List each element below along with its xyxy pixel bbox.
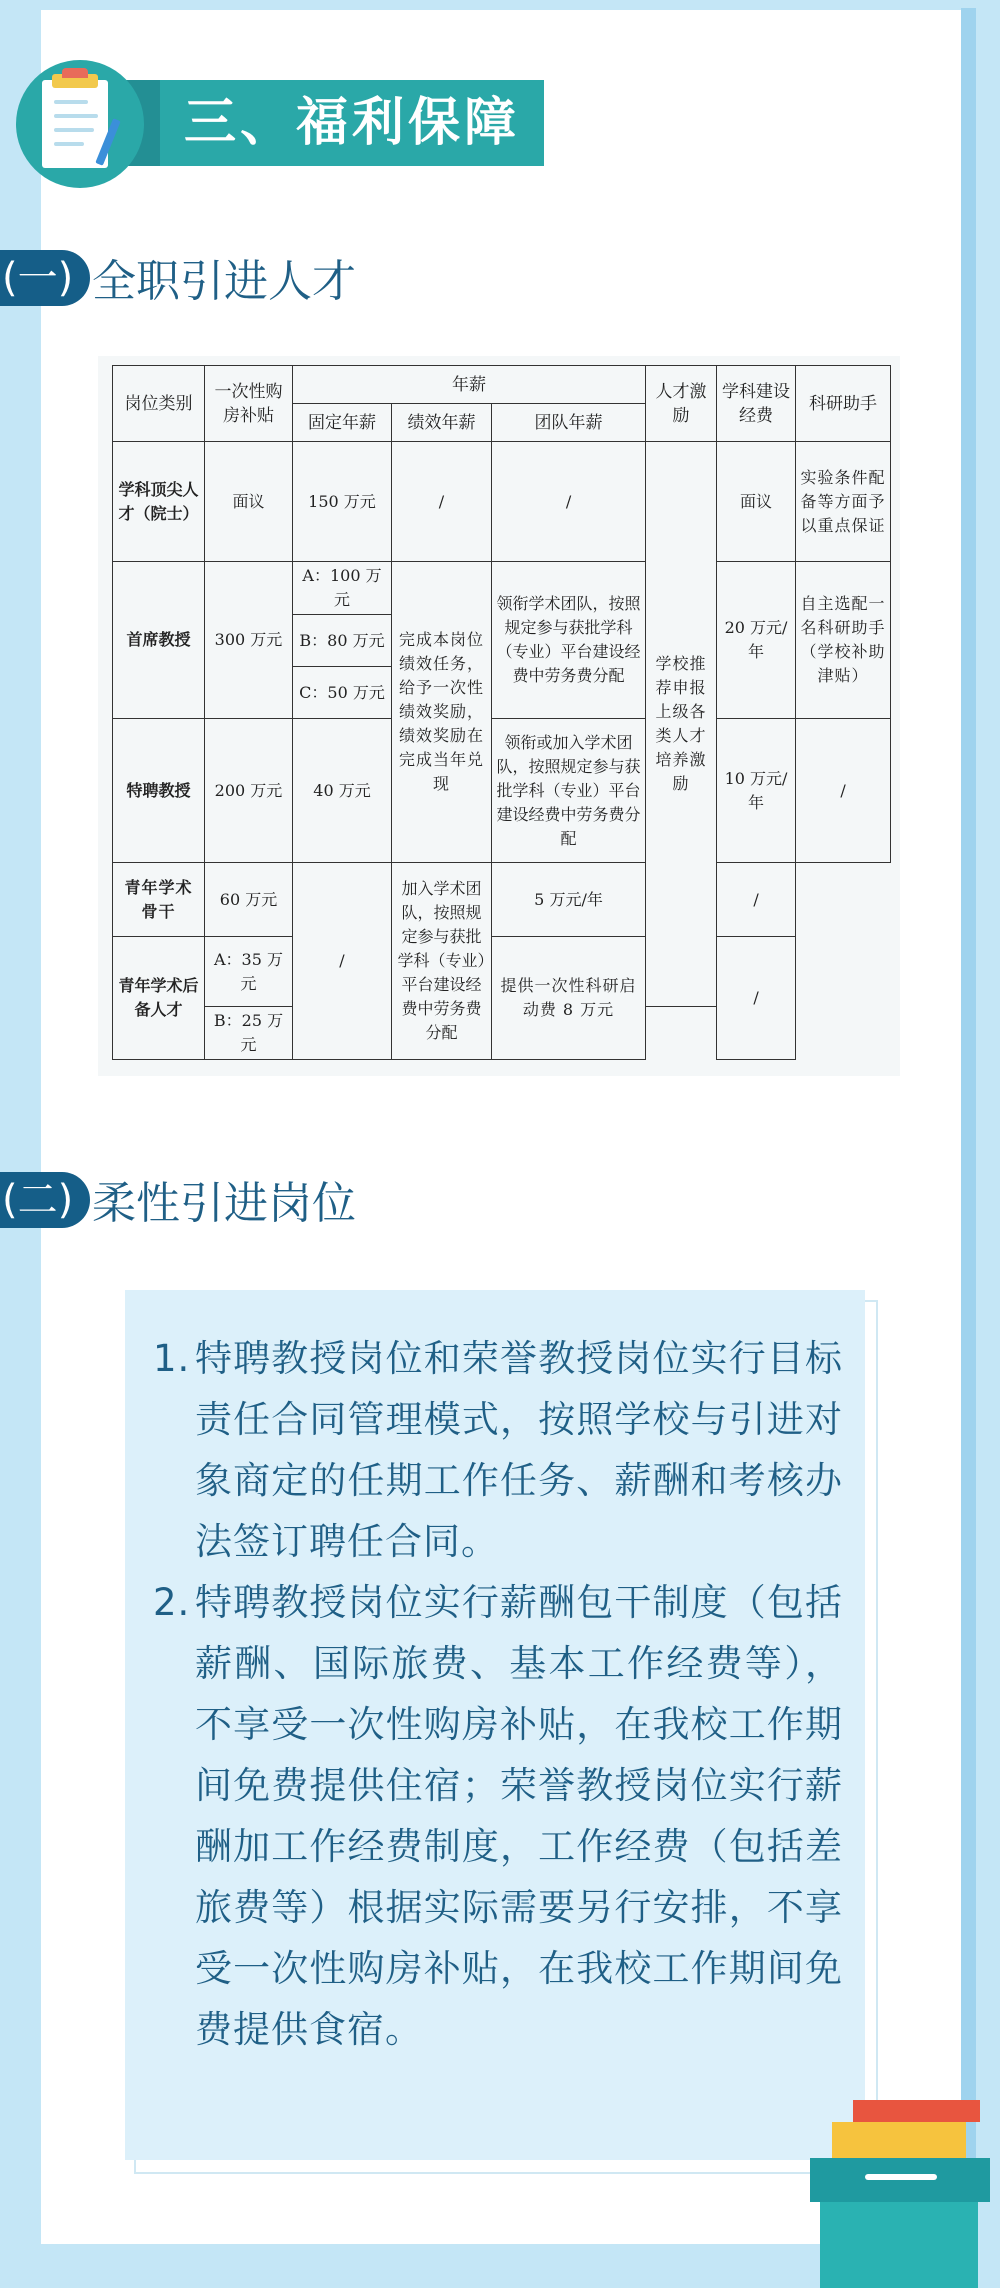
item-text: 特聘教授岗位实行薪酬包干制度（包括薪酬、国际旅费、基本工作经费等），不享受一次性购房补贴，在我校工作期间免费提供住宿；荣誉教授岗位实行薪酬加工作经费制度，工作经费（包括差旅费等）根据实际需要另行安排，不享受一次性购房补贴，在我校工作期间免费提供食宿。 [195, 1581, 843, 2051]
cell-team: 领衔学术团队，按照规定参与获批学科（专业）平台建设经费中劳务费分配 [492, 562, 646, 719]
subsection-title: 柔性引进岗位 [92, 1178, 356, 1229]
header-housing: 一次性购房补贴 [205, 366, 293, 442]
cell-incentive: 学校推荐申报上级各类人才培养激励 [646, 442, 717, 1007]
header-fixed: 固定年薪 [293, 404, 392, 442]
cell-fixed-b: B：80 万元 [293, 615, 392, 667]
header-position: 岗位类别 [113, 366, 205, 442]
cell-housing: 面议 [205, 442, 293, 562]
cell-funding: 5 万元/年 [492, 863, 646, 937]
cell-funding: 10 万元/年 [717, 719, 796, 863]
cell-housing-a: A：35 万元 [205, 937, 293, 1007]
section-title: 三、福利保障 [184, 93, 521, 153]
flexible-posts-list [153, 1328, 843, 2060]
cell-position: 学科顶尖人才（院士） [113, 442, 205, 562]
cell-performance: / [392, 442, 492, 562]
cell-assistant: / [717, 863, 796, 937]
subsection-number: (二) [0, 1172, 90, 1228]
page-edge-decoration [961, 8, 976, 2158]
cell-position: 首席教授 [113, 562, 205, 719]
top-border [41, 0, 961, 10]
item-number: 1. [153, 1337, 191, 1380]
cell-housing: 60 万元 [205, 863, 293, 937]
cell-fixed-a: A：100 万元 [293, 562, 392, 615]
flexible-posts-box [125, 1290, 865, 2160]
cell-housing-b: B：25 万元 [205, 1007, 293, 1060]
header-incentive: 人才激励 [646, 366, 717, 442]
header-team: 团队年薪 [492, 404, 646, 442]
cell-funding: 提供一次性科研启动费 8 万元 [492, 937, 646, 1060]
subsection-number: (一) [0, 250, 90, 306]
cell-team: / [492, 442, 646, 562]
cell-housing: 300 万元 [205, 562, 293, 719]
cell-assistant: 实验条件配备等方面予以重点保证 [796, 442, 891, 562]
cell-fixed-c: C：50 万元 [293, 667, 392, 719]
table-row [113, 562, 891, 615]
header-funding: 学科建设经费 [717, 366, 796, 442]
cell-team: 领衔或加入学术团队，按照规定参与获批学科（专业）平台建设经费中劳务费分配 [492, 719, 646, 863]
cell-assistant: / [796, 719, 891, 863]
header-assistant: 科研助手 [796, 366, 891, 442]
cell-funding: 20 万元/年 [717, 562, 796, 719]
cell-assistant: / [717, 937, 796, 1060]
cell-position: 特聘教授 [113, 719, 205, 863]
benefits-table [112, 365, 891, 1060]
cell-housing: 200 万元 [205, 719, 293, 863]
cell-position: 青年学术后备人才 [113, 937, 205, 1060]
table-row [113, 442, 891, 562]
item-number: 2. [153, 1581, 191, 1624]
header-performance: 绩效年薪 [392, 404, 492, 442]
cell-fixed: 40 万元 [293, 719, 392, 863]
table-row [113, 863, 891, 937]
list-item [153, 1328, 843, 1572]
list-item [153, 1572, 843, 2060]
subsection-title: 全职引进人才 [92, 256, 356, 307]
header-salary: 年薪 [293, 366, 646, 404]
cell-position: 青年学术骨干 [113, 863, 205, 937]
item-text: 特聘教授岗位和荣誉教授岗位实行目标责任合同管理模式，按照学校与引进对象商定的任期工作任务、薪酬和考核办法签订聘任合同。 [195, 1337, 843, 1563]
table-row [113, 937, 891, 1007]
cell-fixed: / [293, 863, 392, 1060]
cell-assistant: 自主选配一名科研助手（学校补助津贴） [796, 562, 891, 719]
cell-team: 加入学术团队，按照规定参与获批学科（专业）平台建设经费中劳务费分配 [392, 863, 492, 1060]
cell-fixed: 150 万元 [293, 442, 392, 562]
cell-performance: 完成本岗位绩效任务，给予一次性绩效奖励，绩效奖励在完成当年兑现 [392, 562, 492, 863]
table-row [113, 719, 891, 863]
cell-funding: 面议 [717, 442, 796, 562]
